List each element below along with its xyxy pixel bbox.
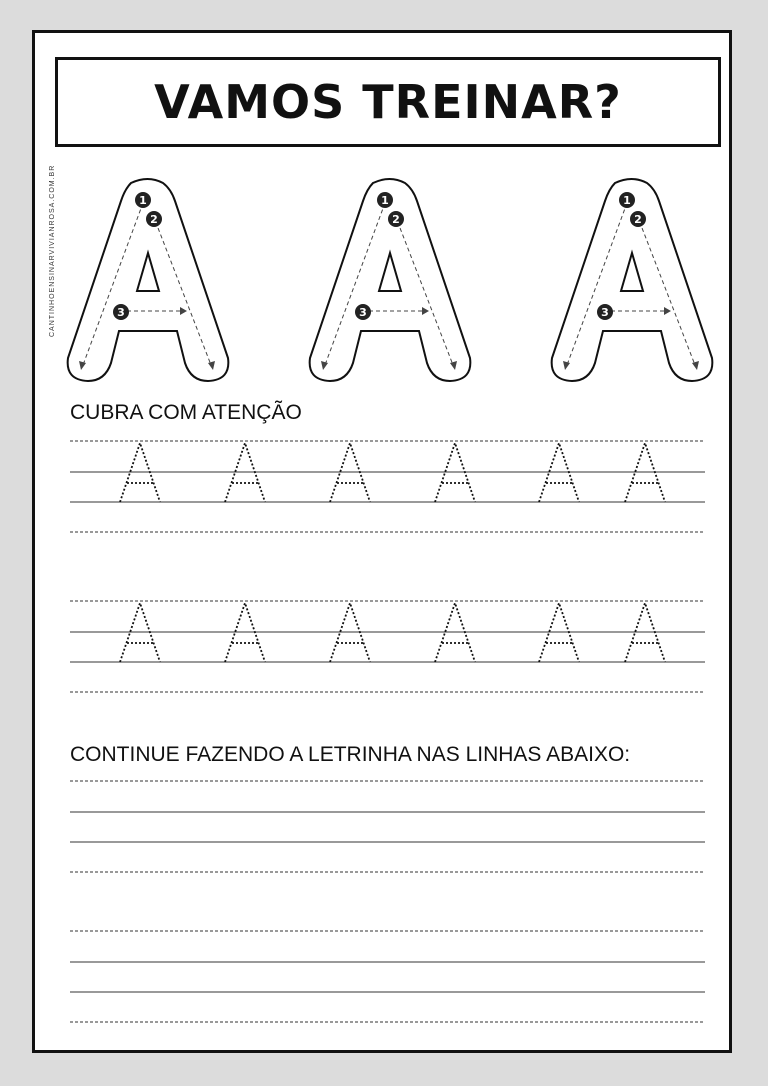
free-writing-section-heading: CONTINUE FAZENDO A LETRINHA NAS LINHAS ABAIXO:: [70, 743, 631, 766]
stroke-number-1: 1: [139, 194, 147, 207]
title-box: [55, 57, 721, 147]
writing-row-2: [35, 923, 735, 1033]
trace-row-2: [35, 593, 735, 703]
trace-row-1: [35, 433, 735, 543]
website-watermark: CANTINHOENSINARVIVIANROSA.COM.BR: [49, 164, 56, 337]
stroke-number-2: 2: [150, 213, 158, 226]
stroke-guide-letter-a-3: [547, 173, 717, 388]
stroke-number-2: 2: [634, 213, 642, 226]
stroke-number-1: 1: [623, 194, 631, 207]
stroke-number-3: 3: [359, 306, 367, 319]
writing-row-1: [35, 773, 735, 883]
stroke-number-1: 1: [381, 194, 389, 207]
stroke-guide-letter-a-2: [305, 173, 475, 388]
stroke-number-3: 3: [117, 306, 125, 319]
stroke-guide-letter-a-1: [63, 173, 233, 388]
stroke-number-2: 2: [392, 213, 400, 226]
trace-section-heading: CUBRA COM ATENÇÃO: [70, 401, 302, 424]
page-title: VAMOS TREINAR?: [154, 75, 622, 129]
worksheet-page: [32, 30, 732, 1053]
stroke-guide-letters: [35, 173, 735, 388]
stroke-number-3: 3: [601, 306, 609, 319]
